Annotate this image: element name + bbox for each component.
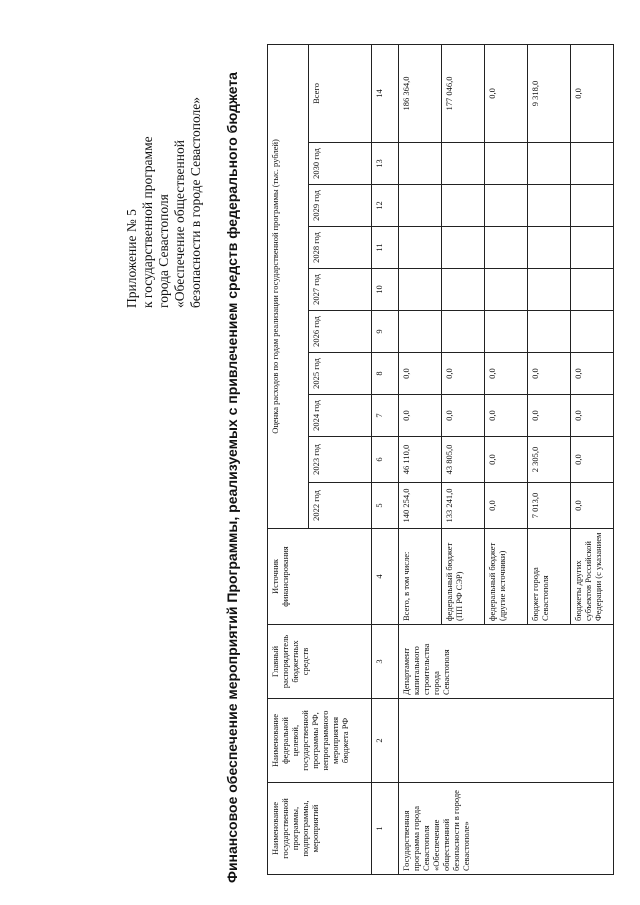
header-year: 2023 год (309, 437, 372, 483)
value-cell: 0,0 (528, 395, 571, 437)
column-number: 6 (372, 437, 399, 483)
value-cell (485, 227, 528, 269)
total-cell: 177 046,0 (442, 44, 485, 142)
value-cell (485, 143, 528, 185)
total-cell: 186 364,0 (399, 44, 442, 142)
column-number-row (372, 44, 399, 874)
column-number: 9 (372, 311, 399, 353)
column-number: 13 (372, 143, 399, 185)
appendix-line: к государственной программе (140, 136, 155, 308)
column-number: 5 (372, 483, 399, 529)
header-year: 2026 год (309, 311, 372, 353)
value-cell: 0,0 (399, 395, 442, 437)
total-cell: 0,0 (571, 44, 614, 142)
value-cell: 0,0 (485, 395, 528, 437)
appendix-line: города Севастополя (156, 194, 171, 308)
value-cell (485, 269, 528, 311)
value-cell (528, 269, 571, 311)
value-cell (399, 185, 442, 227)
source-cell: федеральный бюджет (ПП РФ СЭР) (442, 529, 485, 625)
header-year: 2029 год (309, 185, 372, 227)
value-cell: 2 305,0 (528, 437, 571, 483)
value-cell: 0,0 (528, 353, 571, 395)
source-cell: бюджет города Севастополя (528, 529, 571, 625)
value-cell (528, 311, 571, 353)
header-funding-source: Источник финансирования (268, 529, 372, 625)
appendix-line: безопасности в городе Севастополе» (188, 97, 203, 308)
value-cell: 0,0 (571, 395, 614, 437)
federal-program-cell (399, 699, 614, 783)
header-program-name: Наименование государственной программы, подпрограммы, мероприятий (268, 783, 372, 875)
header-year: 2025 год (309, 353, 372, 395)
appendix-line: «Обеспечение общественной (172, 140, 187, 308)
header-year: 2028 год (309, 227, 372, 269)
value-cell (571, 269, 614, 311)
value-cell (442, 227, 485, 269)
value-cell (528, 227, 571, 269)
value-cell: 0,0 (571, 483, 614, 529)
document-title: Финансовое обеспечение мероприятий Программы, реализуемых с привлечением средств федерального бюджета (224, 72, 240, 883)
value-cell: 43 805,0 (442, 437, 485, 483)
total-cell: 0,0 (485, 44, 528, 142)
header-year: 2027 год (309, 269, 372, 311)
value-cell (399, 143, 442, 185)
header-year: 2022 год (309, 483, 372, 529)
column-number: 11 (372, 227, 399, 269)
column-number: 1 (372, 783, 399, 875)
column-number: 14 (372, 44, 399, 142)
value-cell: 46 110,0 (399, 437, 442, 483)
value-cell (485, 185, 528, 227)
value-cell: 133 241,0 (442, 483, 485, 529)
value-cell (399, 227, 442, 269)
program-name-cell: Государственная программа города Севастополя «Обеспечение общественной безопасности в городе Севастополе» (399, 783, 614, 875)
value-cell: 0,0 (485, 353, 528, 395)
header-federal-program: Наименование федеральной целевой, государственной программы РФ, непрограммного мероприятия бюджета РФ (268, 699, 372, 783)
value-cell: 0,0 (571, 437, 614, 483)
value-cell (571, 311, 614, 353)
appendix-block (124, 8, 204, 308)
column-number: 8 (372, 353, 399, 395)
value-cell: 0,0 (399, 353, 442, 395)
total-cell: 9 318,0 (528, 44, 571, 142)
value-cell: 7 013,0 (528, 483, 571, 529)
column-number: 10 (372, 269, 399, 311)
table-row (399, 44, 442, 874)
value-cell: 0,0 (442, 395, 485, 437)
column-number: 7 (372, 395, 399, 437)
value-cell (399, 311, 442, 353)
header-year: 2030 год (309, 143, 372, 185)
value-cell: 0,0 (571, 353, 614, 395)
value-cell (571, 143, 614, 185)
value-cell: 140 254,0 (399, 483, 442, 529)
value-cell (442, 269, 485, 311)
appendix-line: Приложение № 5 (124, 209, 139, 308)
value-cell: 0,0 (442, 353, 485, 395)
value-cell (442, 185, 485, 227)
column-number: 2 (372, 699, 399, 783)
value-cell (571, 185, 614, 227)
value-cell (528, 185, 571, 227)
value-cell (571, 227, 614, 269)
value-cell (442, 311, 485, 353)
column-number: 12 (372, 185, 399, 227)
value-cell (528, 143, 571, 185)
value-cell (442, 143, 485, 185)
header-distributor: Главный распорядитель бюджетных средств (268, 625, 372, 699)
distributor-cell: Департамент капитального строительства города Севастополя (399, 625, 614, 699)
header-total: Всего (309, 44, 372, 142)
source-cell: Всего, в том числе: (399, 529, 442, 625)
header-year: 2024 год (309, 395, 372, 437)
source-cell: федеральный бюджет (другие источники) (485, 529, 528, 625)
column-number: 3 (372, 625, 399, 699)
financing-table (267, 44, 614, 875)
value-cell (399, 269, 442, 311)
column-number: 4 (372, 529, 399, 625)
value-cell: 0,0 (485, 483, 528, 529)
value-cell: 0,0 (485, 437, 528, 483)
source-cell: бюджеты других субъектов Российской Федерации (с указанием (571, 529, 614, 625)
value-cell (485, 311, 528, 353)
header-estimate: Оценка расходов по годам реализации государственной программы (тыс. рублей) (268, 44, 309, 528)
